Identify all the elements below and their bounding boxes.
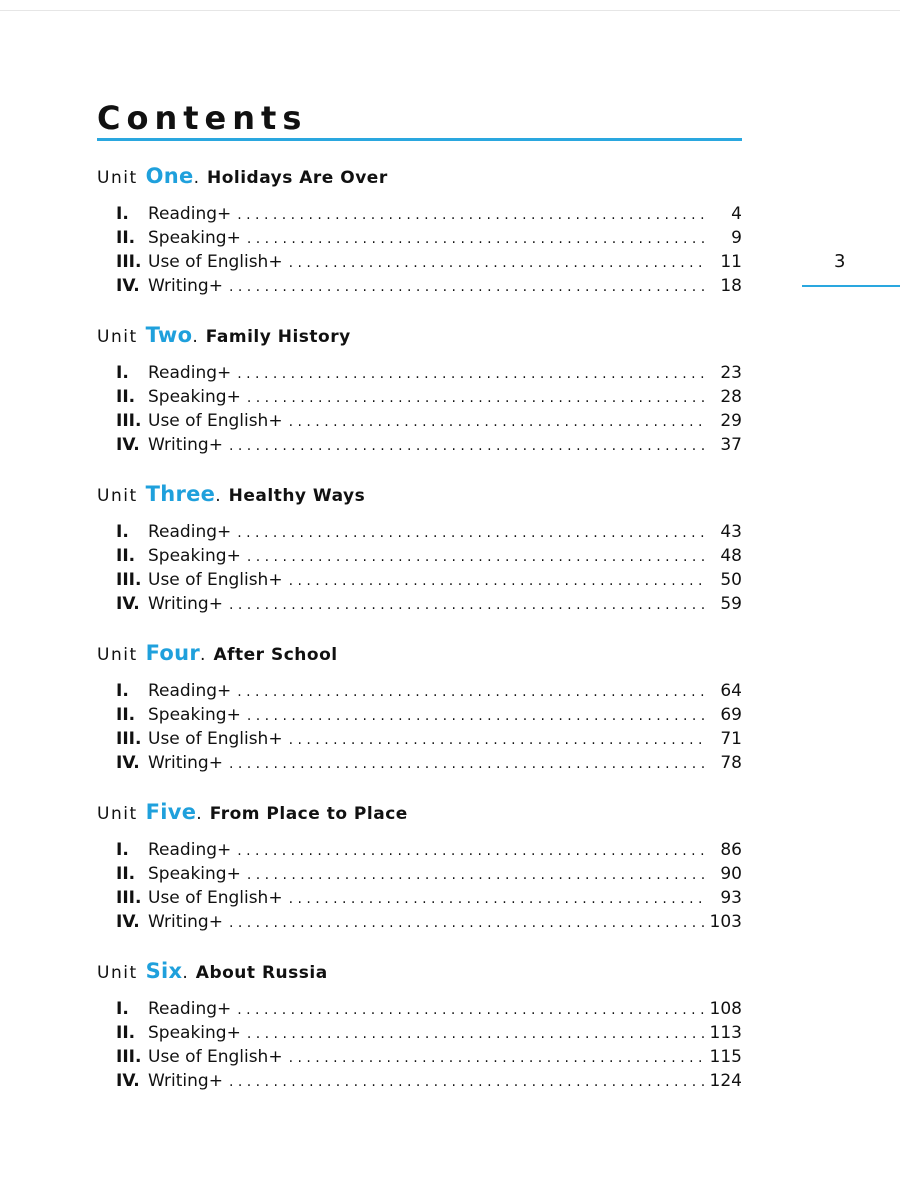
entry-label: Writing+ — [148, 276, 223, 296]
toc-entry[interactable] — [97, 592, 742, 616]
entry-page-number: 86 — [720, 840, 742, 860]
entry-label: Use of English+ — [148, 1047, 283, 1067]
entry-label: Use of English+ — [148, 570, 283, 590]
entry-label: Speaking+ — [148, 546, 241, 566]
entry-page-number: 93 — [720, 888, 742, 908]
toc-entry[interactable] — [97, 1045, 742, 1069]
unit-heading — [97, 482, 742, 514]
dot-leader — [247, 386, 708, 410]
unit-word: Unit — [97, 645, 138, 665]
unit-heading — [97, 164, 742, 196]
unit-entries — [97, 520, 742, 616]
entry-label: Writing+ — [148, 912, 223, 932]
toc-entry[interactable] — [97, 679, 742, 703]
toc-entry[interactable] — [97, 385, 742, 409]
entry-page-number: 37 — [720, 435, 742, 455]
unit-number: Five — [145, 800, 197, 824]
entry-numeral: III. — [116, 888, 142, 908]
unit-heading — [97, 959, 742, 991]
entry-numeral: II. — [116, 705, 136, 725]
toc-entry[interactable] — [97, 1069, 742, 1093]
entry-label: Speaking+ — [148, 1023, 241, 1043]
entry-page-number: 50 — [720, 570, 742, 590]
unit-number: Six — [145, 959, 183, 983]
entry-label: Use of English+ — [148, 411, 283, 431]
dot-leader — [237, 998, 703, 1022]
unit-entries — [97, 361, 742, 457]
unit-name: After School — [213, 645, 338, 665]
entry-page-number: 103 — [709, 912, 742, 932]
toc-entry[interactable] — [97, 433, 742, 457]
unit-heading — [97, 641, 742, 673]
dot-leader — [229, 275, 708, 299]
toc-entry[interactable] — [97, 250, 742, 274]
dot-leader — [229, 911, 704, 935]
entry-numeral: III. — [116, 411, 142, 431]
unit-section-five — [97, 800, 742, 959]
unit-section-two — [97, 323, 742, 482]
entry-numeral: III. — [116, 570, 142, 590]
dot-leader — [237, 839, 708, 863]
page-title: Contents — [97, 99, 308, 137]
dot-leader — [289, 569, 708, 593]
dot-leader — [229, 434, 708, 458]
entry-numeral: IV. — [116, 1071, 140, 1091]
dot-leader — [289, 1046, 704, 1070]
entry-page-number: 71 — [720, 729, 742, 749]
entry-label: Reading+ — [148, 522, 232, 542]
entry-numeral: III. — [116, 1047, 142, 1067]
entry-label: Writing+ — [148, 1071, 223, 1091]
entry-label: Speaking+ — [148, 705, 241, 725]
entry-numeral: I. — [116, 204, 129, 224]
entry-numeral: IV. — [116, 753, 140, 773]
dot-leader — [247, 227, 708, 251]
unit-word: Unit — [97, 327, 138, 347]
dot-leader — [237, 521, 708, 545]
unit-name: Holidays Are Over — [206, 168, 388, 188]
unit-section-three — [97, 482, 742, 641]
unit-word: Unit — [97, 804, 138, 824]
entry-numeral: I. — [116, 363, 129, 383]
entry-page-number: 59 — [720, 594, 742, 614]
entry-numeral: II. — [116, 1023, 136, 1043]
entry-page-number: 23 — [720, 363, 742, 383]
toc-entry[interactable] — [97, 520, 742, 544]
entry-page-number: 108 — [709, 999, 742, 1019]
entry-page-number: 9 — [731, 228, 742, 248]
unit-heading-period: . — [196, 804, 202, 824]
dot-leader — [289, 728, 708, 752]
entry-label: Use of English+ — [148, 888, 283, 908]
entry-label: Reading+ — [148, 999, 232, 1019]
top-edge-rule — [0, 10, 900, 11]
entry-numeral: IV. — [116, 435, 140, 455]
entry-page-number: 115 — [709, 1047, 742, 1067]
entry-numeral: IV. — [116, 912, 140, 932]
unit-name: About Russia — [195, 963, 328, 983]
entry-page-number: 11 — [720, 252, 742, 272]
page-number-rule — [802, 285, 900, 287]
unit-word: Unit — [97, 168, 138, 188]
entry-page-number: 124 — [709, 1071, 742, 1091]
toc-entry[interactable] — [97, 409, 742, 433]
unit-number: Three — [145, 482, 216, 506]
dot-leader — [247, 704, 708, 728]
toc-entry[interactable] — [97, 703, 742, 727]
entry-page-number: 78 — [720, 753, 742, 773]
entry-page-number: 29 — [720, 411, 742, 431]
entry-label: Writing+ — [148, 753, 223, 773]
entry-label: Speaking+ — [148, 228, 241, 248]
toc-entry[interactable] — [97, 226, 742, 250]
toc-entry[interactable] — [97, 727, 742, 751]
entry-label: Reading+ — [148, 840, 232, 860]
entry-page-number: 43 — [720, 522, 742, 542]
entry-numeral: II. — [116, 864, 136, 884]
entry-label: Writing+ — [148, 594, 223, 614]
dot-leader — [289, 410, 708, 434]
unit-section-four — [97, 641, 742, 800]
table-of-contents — [97, 164, 742, 1118]
dot-leader — [237, 680, 708, 704]
toc-entry[interactable] — [97, 862, 742, 886]
dot-leader — [247, 1022, 704, 1046]
unit-word: Unit — [97, 963, 138, 983]
entry-page-number: 48 — [720, 546, 742, 566]
page-number: 3 — [834, 251, 846, 272]
unit-name: Family History — [205, 327, 351, 347]
entry-numeral: II. — [116, 546, 136, 566]
toc-entry[interactable] — [97, 886, 742, 910]
unit-entries — [97, 997, 742, 1093]
entry-label: Speaking+ — [148, 864, 241, 884]
entry-numeral: I. — [116, 522, 129, 542]
unit-entries — [97, 679, 742, 775]
unit-heading — [97, 800, 742, 832]
unit-heading-period: . — [200, 645, 206, 665]
toc-entry[interactable] — [97, 910, 742, 934]
toc-entry[interactable] — [97, 274, 742, 298]
dot-leader — [237, 203, 708, 227]
entry-numeral: IV. — [116, 276, 140, 296]
toc-entry[interactable] — [97, 997, 742, 1021]
entry-numeral: II. — [116, 387, 136, 407]
entry-page-number: 113 — [709, 1023, 742, 1043]
entry-page-number: 28 — [720, 387, 742, 407]
entry-page-number: 4 — [731, 204, 742, 224]
entry-numeral: III. — [116, 729, 142, 749]
entry-label: Reading+ — [148, 681, 232, 701]
entry-label: Use of English+ — [148, 252, 283, 272]
unit-heading-period: . — [215, 486, 221, 506]
unit-number: Two — [145, 323, 193, 347]
unit-heading-period: . — [192, 327, 198, 347]
dot-leader — [247, 863, 708, 887]
unit-name: From Place to Place — [209, 804, 408, 824]
dot-leader — [247, 545, 708, 569]
dot-leader — [229, 593, 708, 617]
entry-label: Speaking+ — [148, 387, 241, 407]
unit-word: Unit — [97, 486, 138, 506]
entry-numeral: IV. — [116, 594, 140, 614]
toc-entry[interactable] — [97, 544, 742, 568]
dot-leader — [229, 752, 708, 776]
toc-entry[interactable] — [97, 361, 742, 385]
entry-numeral: I. — [116, 840, 129, 860]
entry-page-number: 64 — [720, 681, 742, 701]
entry-label: Use of English+ — [148, 729, 283, 749]
entry-label: Reading+ — [148, 363, 232, 383]
unit-number: One — [145, 164, 194, 188]
entry-numeral: III. — [116, 252, 142, 272]
entry-page-number: 90 — [720, 864, 742, 884]
title-underline — [97, 138, 742, 141]
entry-numeral: I. — [116, 999, 129, 1019]
toc-entry[interactable] — [97, 1021, 742, 1045]
entry-page-number: 69 — [720, 705, 742, 725]
unit-entries — [97, 202, 742, 298]
entry-numeral: II. — [116, 228, 136, 248]
unit-name: Healthy Ways — [228, 486, 366, 506]
unit-heading — [97, 323, 742, 355]
entry-numeral: I. — [116, 681, 129, 701]
unit-section-six — [97, 959, 742, 1118]
unit-entries — [97, 838, 742, 934]
dot-leader — [229, 1070, 704, 1094]
unit-heading-period: . — [193, 168, 199, 188]
toc-entry[interactable] — [97, 751, 742, 775]
unit-heading-period: . — [182, 963, 188, 983]
entry-label: Reading+ — [148, 204, 232, 224]
unit-section-one — [97, 164, 742, 323]
entry-page-number: 18 — [720, 276, 742, 296]
toc-entry[interactable] — [97, 568, 742, 592]
dot-leader — [289, 251, 708, 275]
dot-leader — [289, 887, 708, 911]
toc-entry[interactable] — [97, 202, 742, 226]
dot-leader — [237, 362, 708, 386]
entry-label: Writing+ — [148, 435, 223, 455]
toc-entry[interactable] — [97, 838, 742, 862]
unit-number: Four — [145, 641, 201, 665]
